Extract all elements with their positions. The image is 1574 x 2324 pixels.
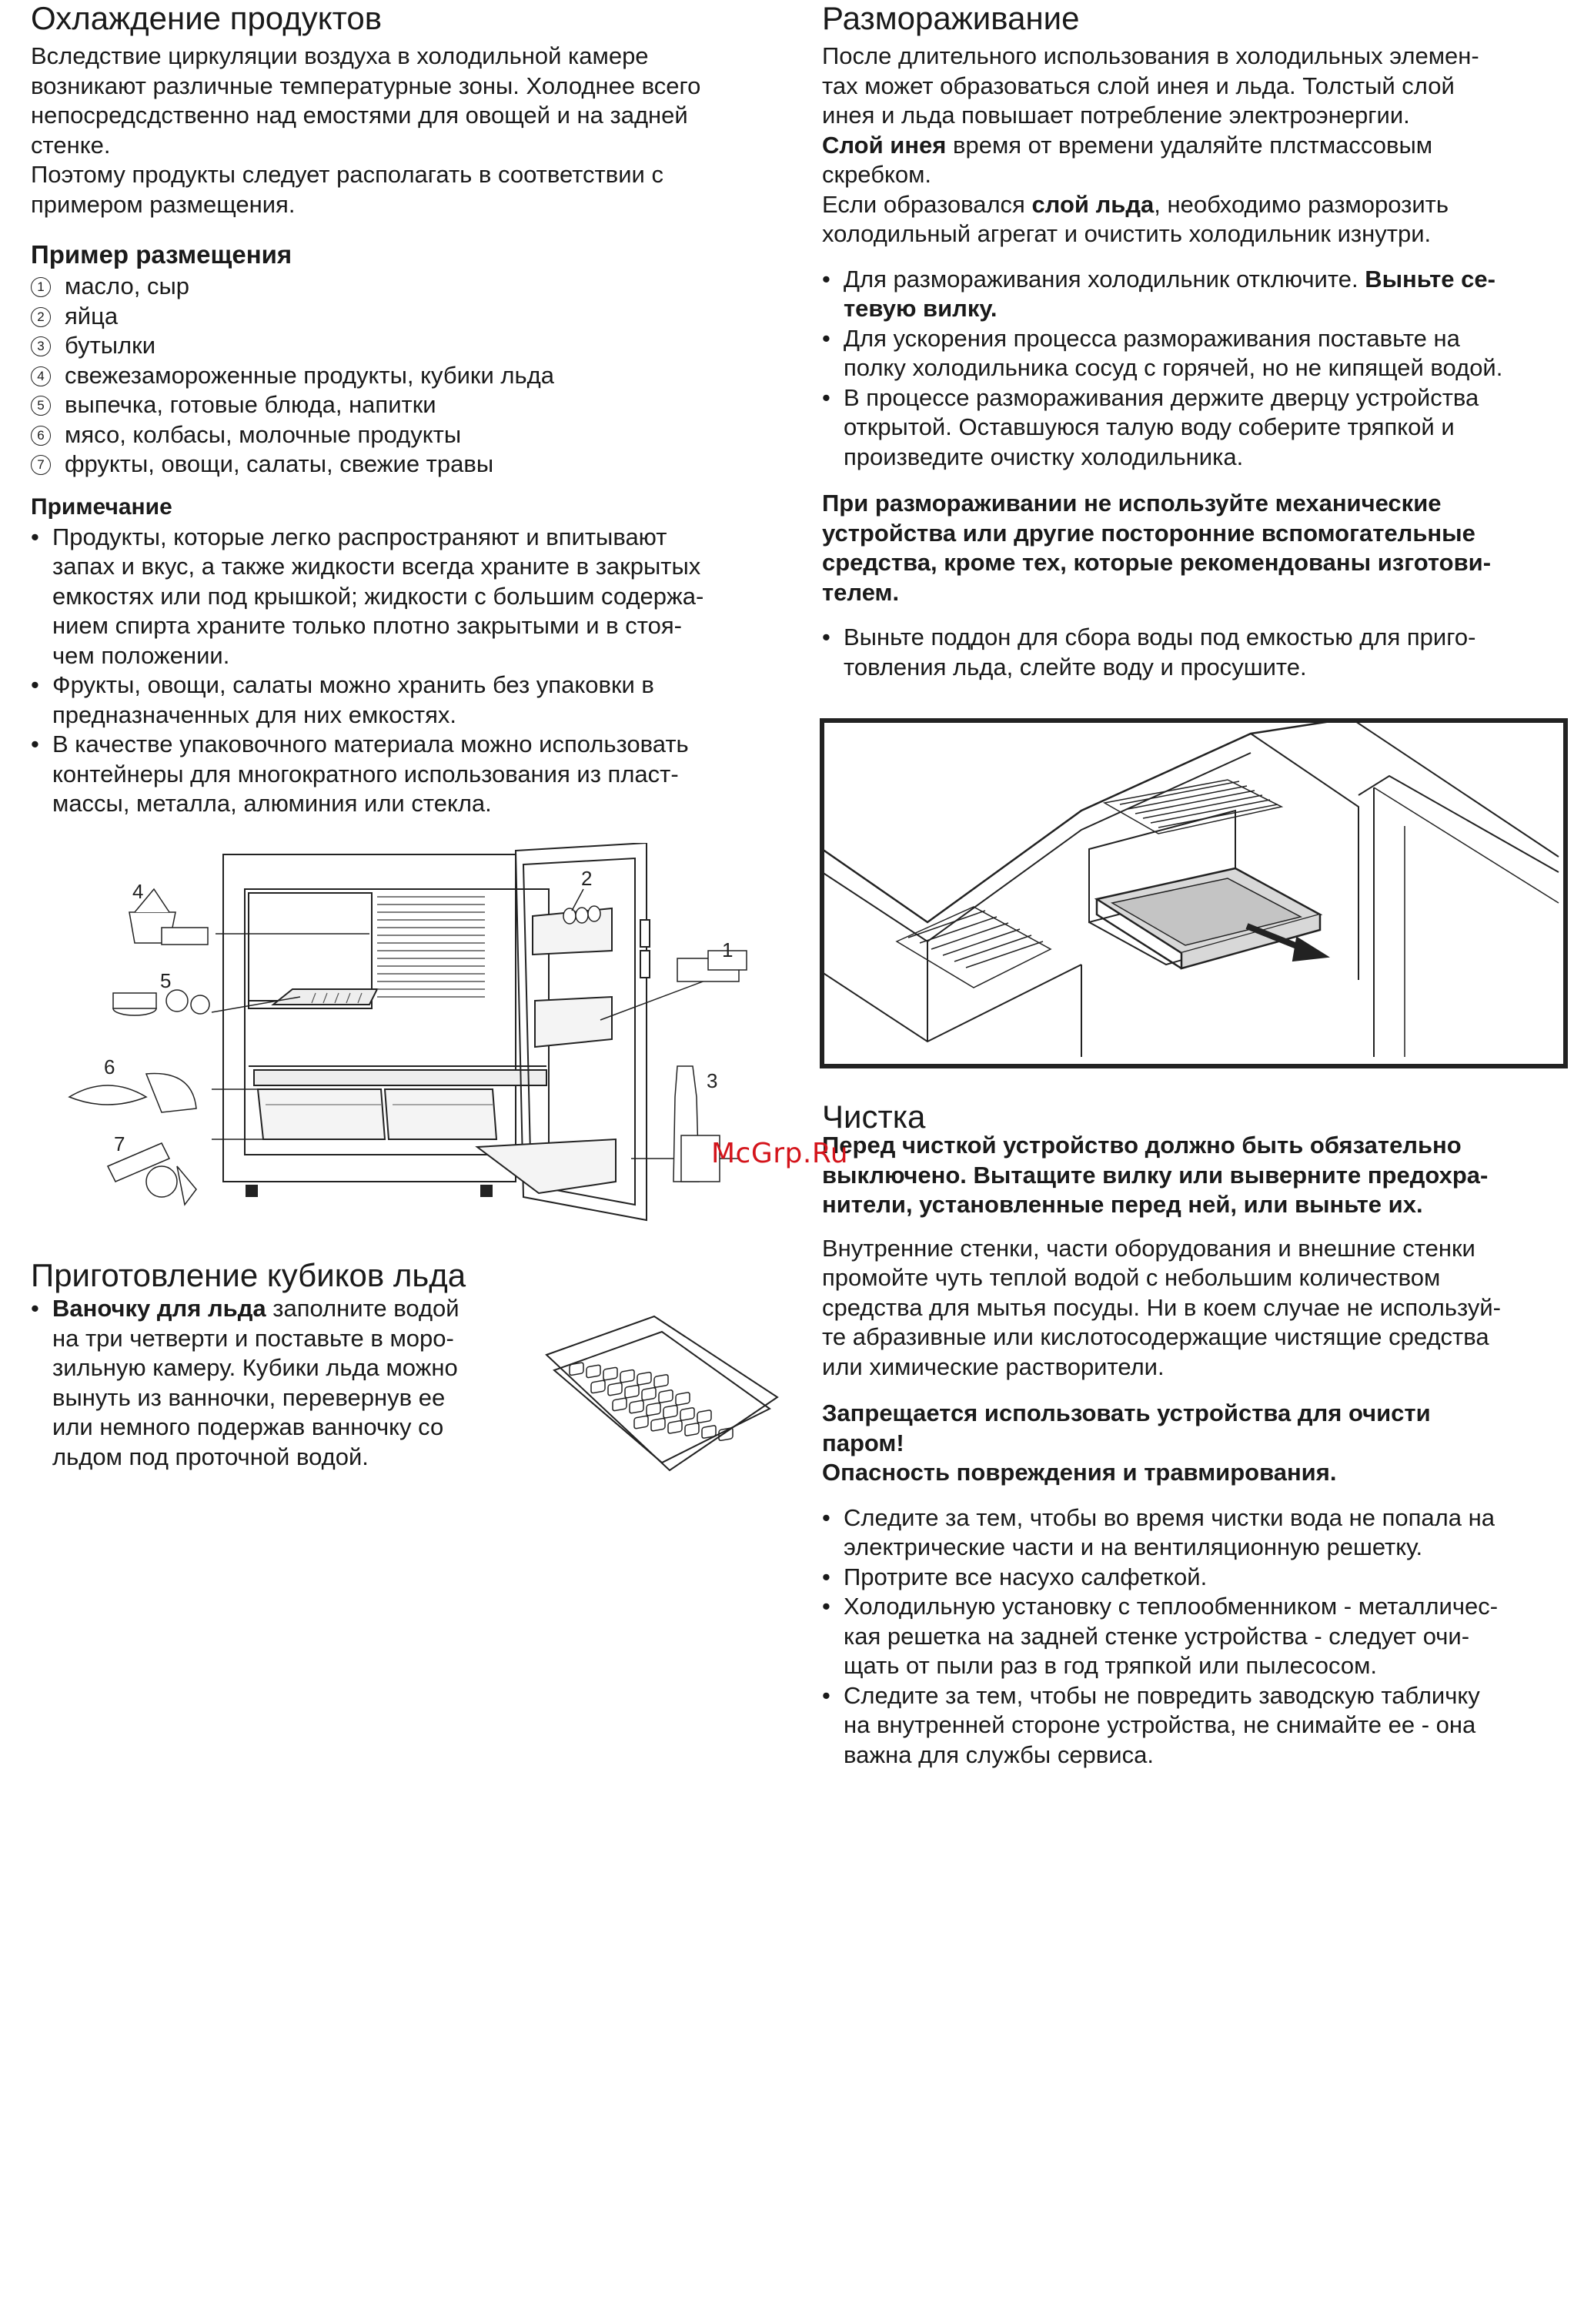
list-item: • Продукты, которые легко распространяют и впитывают запах и вкус, а также жидкости всегда храните в закрытых емкостях или под крышкой; жидкости с большим содержа- нием спирта храните только плотно закрытыми и в стоя- чем положении. — [31, 523, 777, 671]
placement-title: Пример размещения — [31, 240, 292, 269]
ice-title: Приготовление кубиков льда — [31, 1257, 466, 1293]
watermark: McGrp.Ru — [711, 1138, 849, 1169]
list-item: • Для ускорения процесса размораживания поставьте на полку холодильника сосуд с горячей, но не кипящей водой. — [822, 324, 1569, 383]
ice-cell — [591, 1380, 605, 1393]
cooling-paragraph-1: Вследствие циркуляции воздуха в холодильной камере возникают различные температурные зоны. Холоднее всего непосредсдственно над емостями для овощей и на задней стенке. — [31, 42, 701, 159]
ice-tray-figure — [539, 1312, 785, 1478]
list-item: 2 яйца — [31, 302, 777, 332]
ice-cell — [697, 1410, 711, 1423]
list-item: • В качестве упаковочного материала можно использовать контейнеры для многократного использования из пласт- массы, металла, алюминия или стекла. — [31, 730, 777, 819]
ice-cell — [570, 1363, 583, 1376]
circled-number: 2 — [31, 307, 51, 327]
ice-cell — [668, 1420, 682, 1433]
list-item: • Следите за тем, чтобы во время чистки вода не попала на электрические части и на вентиляционную решетку. — [822, 1503, 1569, 1563]
fridge-placement-figure — [62, 843, 777, 1228]
list-item: 7 фрукты, овощи, салаты, свежие травы — [31, 450, 777, 480]
ice-cell — [659, 1389, 673, 1403]
cleaning-section: Чистка Перед чисткой устройство должно быть обязательно выключено. Вытащите вилку или выверните предохра- нители, установленные перед ней, или выньте их. Внутренние стенки, части оборудования и внешние стенки промойте чуть теплой водой с небольшим количеством средства для мытья посуды. Ни в коем случае не используй- те абразивные или кислотосодержащие чистящие средства или химические растворители. Запрещается использовать устройства для очисти паром! Опасность повреждения и травмирования. • Следите за тем, чтобы во время чистки вода не попала на электрические части и на вентиляционную решетку. • Протрите все насухо салфеткой. • Холодильную установку с теплообменником - металличес- кая решетка на задней стенке устройства - следует очи- щать от пыли раз в год тряпкой или пылесосом. • Следите за тем, чтобы не повредить заводскую табличку на внутренней стороне устройства, не снимайте ее - она важна для службы сервиса. — [822, 1098, 1569, 1770]
circled-number: 6 — [31, 426, 51, 446]
defrost-warning: При размораживании не используйте механические устройства или другие посторонние вспомогательные средства, кроме тех, которые рекомендованы изготови- телем. — [822, 490, 1492, 606]
ice-cell — [685, 1423, 699, 1436]
circled-number: 1 — [31, 277, 51, 297]
ice-cell — [625, 1385, 639, 1398]
ice-cell — [654, 1374, 668, 1387]
list-item: • Выньте поддон для сбора воды под емкостью для приго- товления льда, слейте воду и просушите. — [822, 623, 1569, 682]
list-item: • Протрите все насухо салфеткой. — [822, 1563, 1569, 1593]
callout-5: 5 — [160, 969, 172, 992]
ice-cell — [603, 1367, 617, 1380]
ice-cell — [676, 1392, 690, 1405]
circled-number: 7 — [31, 455, 51, 475]
ice-cell — [630, 1400, 643, 1413]
ice-cell — [651, 1418, 665, 1431]
note-title: Примечание — [31, 493, 172, 520]
drip-tray-figure — [820, 718, 1568, 1068]
list-item: • Фрукты, овощи, салаты можно хранить без упаковки в предназначенных для них емкостях. — [31, 670, 777, 730]
steam-warning: Запрещается использовать устройства для очисти паром! Опасность повреждения и травмирования. — [822, 1399, 1431, 1486]
left-column — [31, 0, 777, 819]
callout-2: 2 — [581, 867, 593, 890]
ice-cell — [637, 1372, 651, 1385]
ice-cell — [613, 1398, 627, 1411]
list-item: 4 свежезамороженные продукты, кубики льда — [31, 361, 777, 391]
list-item: • Для размораживания холодильник отключите. Выньте се- тевую вилку. — [822, 265, 1569, 324]
ice-cell — [620, 1369, 634, 1383]
defrost-title: Размораживание — [822, 0, 1080, 36]
ice-cell — [586, 1365, 600, 1378]
list-item: • Ваночку для льда заполните водой на три четверти и поставьте в моро- зильную камеру. Кубики льда можно вынуть из ванночки, перевернув ее или немного подержав ванночку со льдом под проточной водой. — [31, 1294, 539, 1472]
right-column: Размораживание После длительного использования в холодильных элемен- тах может образоваться слой инея и льда. Толстый слой инея и льда повышает потребление электроэнергии. Слой инея время от времени удаляйте плстмассовым скребком. Если образовался слой льда, необходимо разморозить холодильный агрегат и очистить холодильник изнутри. • Для размораживания холодильник отключите. Выньте се- тевую вилку. • Для ускорения процесса размораживания поставьте на полку холодильника сосуд с горячей, но не кипящей водой. • В процессе размораживания держите дверцу устройства открытой. Оставшуюся талую воду соберите тряпкой и произведите очистку холодильника. При размораживании не используйте механические устройства или другие посторонние вспомогательные средства, кроме тех, которые рекомендованы изготови- телем. • Выньте поддон для сбора воды под емкостью для приго- товления льда, слейте воду и просушите. — [822, 0, 1569, 682]
list-item: 1 масло, сыр — [31, 272, 777, 302]
ice-cell — [634, 1416, 648, 1429]
list-item: • Холодильную установку с теплообменником - металличес- кая решетка на задней стенке устройства - следует очи- щать от пыли раз в год тряпкой или пылесосом. — [822, 1592, 1569, 1681]
cooling-paragraph-2: Поэтому продукты следует располагать в соответствии с примером размещения. — [31, 161, 663, 218]
list-item: • Следите за тем, чтобы не повредить заводскую табличку на внутренней стороне устройства, не снимайте ее - она важна для службы сервиса. — [822, 1681, 1569, 1771]
ice-cell — [642, 1387, 656, 1400]
list-item: 3 бутылки — [31, 331, 777, 361]
callout-7: 7 — [114, 1132, 125, 1155]
list-item: • В процессе размораживания держите дверцу устройства открытой. Оставшуюся талую воду соберите тряпкой и произведите очистку холодильника. — [822, 383, 1569, 473]
ice-cell — [647, 1403, 660, 1416]
cleaning-title: Чистка — [822, 1098, 926, 1135]
callout-4: 4 — [132, 880, 144, 903]
note-list — [31, 523, 777, 819]
ice-cell — [663, 1405, 677, 1418]
callout-3: 3 — [707, 1069, 718, 1092]
callout-1: 1 — [722, 938, 734, 961]
circled-number: 5 — [31, 396, 51, 416]
ice-cell — [680, 1407, 694, 1420]
callout-6: 6 — [104, 1055, 115, 1078]
circled-number: 3 — [31, 336, 51, 356]
ice-cell — [702, 1425, 716, 1438]
placement-list — [31, 272, 777, 480]
list-item: 5 выпечка, готовые блюда, напитки — [31, 390, 777, 420]
cooling-title: Охлаждение продуктов — [31, 0, 383, 36]
cleaning-warning: Перед чисткой устройство должно быть обязательно выключено. Вытащите вилку или выверните предохра- нители, установленные перед ней, или выньте их. — [822, 1132, 1489, 1218]
list-item: 6 мясо, колбасы, молочные продукты — [31, 420, 777, 450]
circled-number: 4 — [31, 366, 51, 386]
ice-cell — [608, 1383, 622, 1396]
ice-cube-section — [31, 1257, 539, 1472]
